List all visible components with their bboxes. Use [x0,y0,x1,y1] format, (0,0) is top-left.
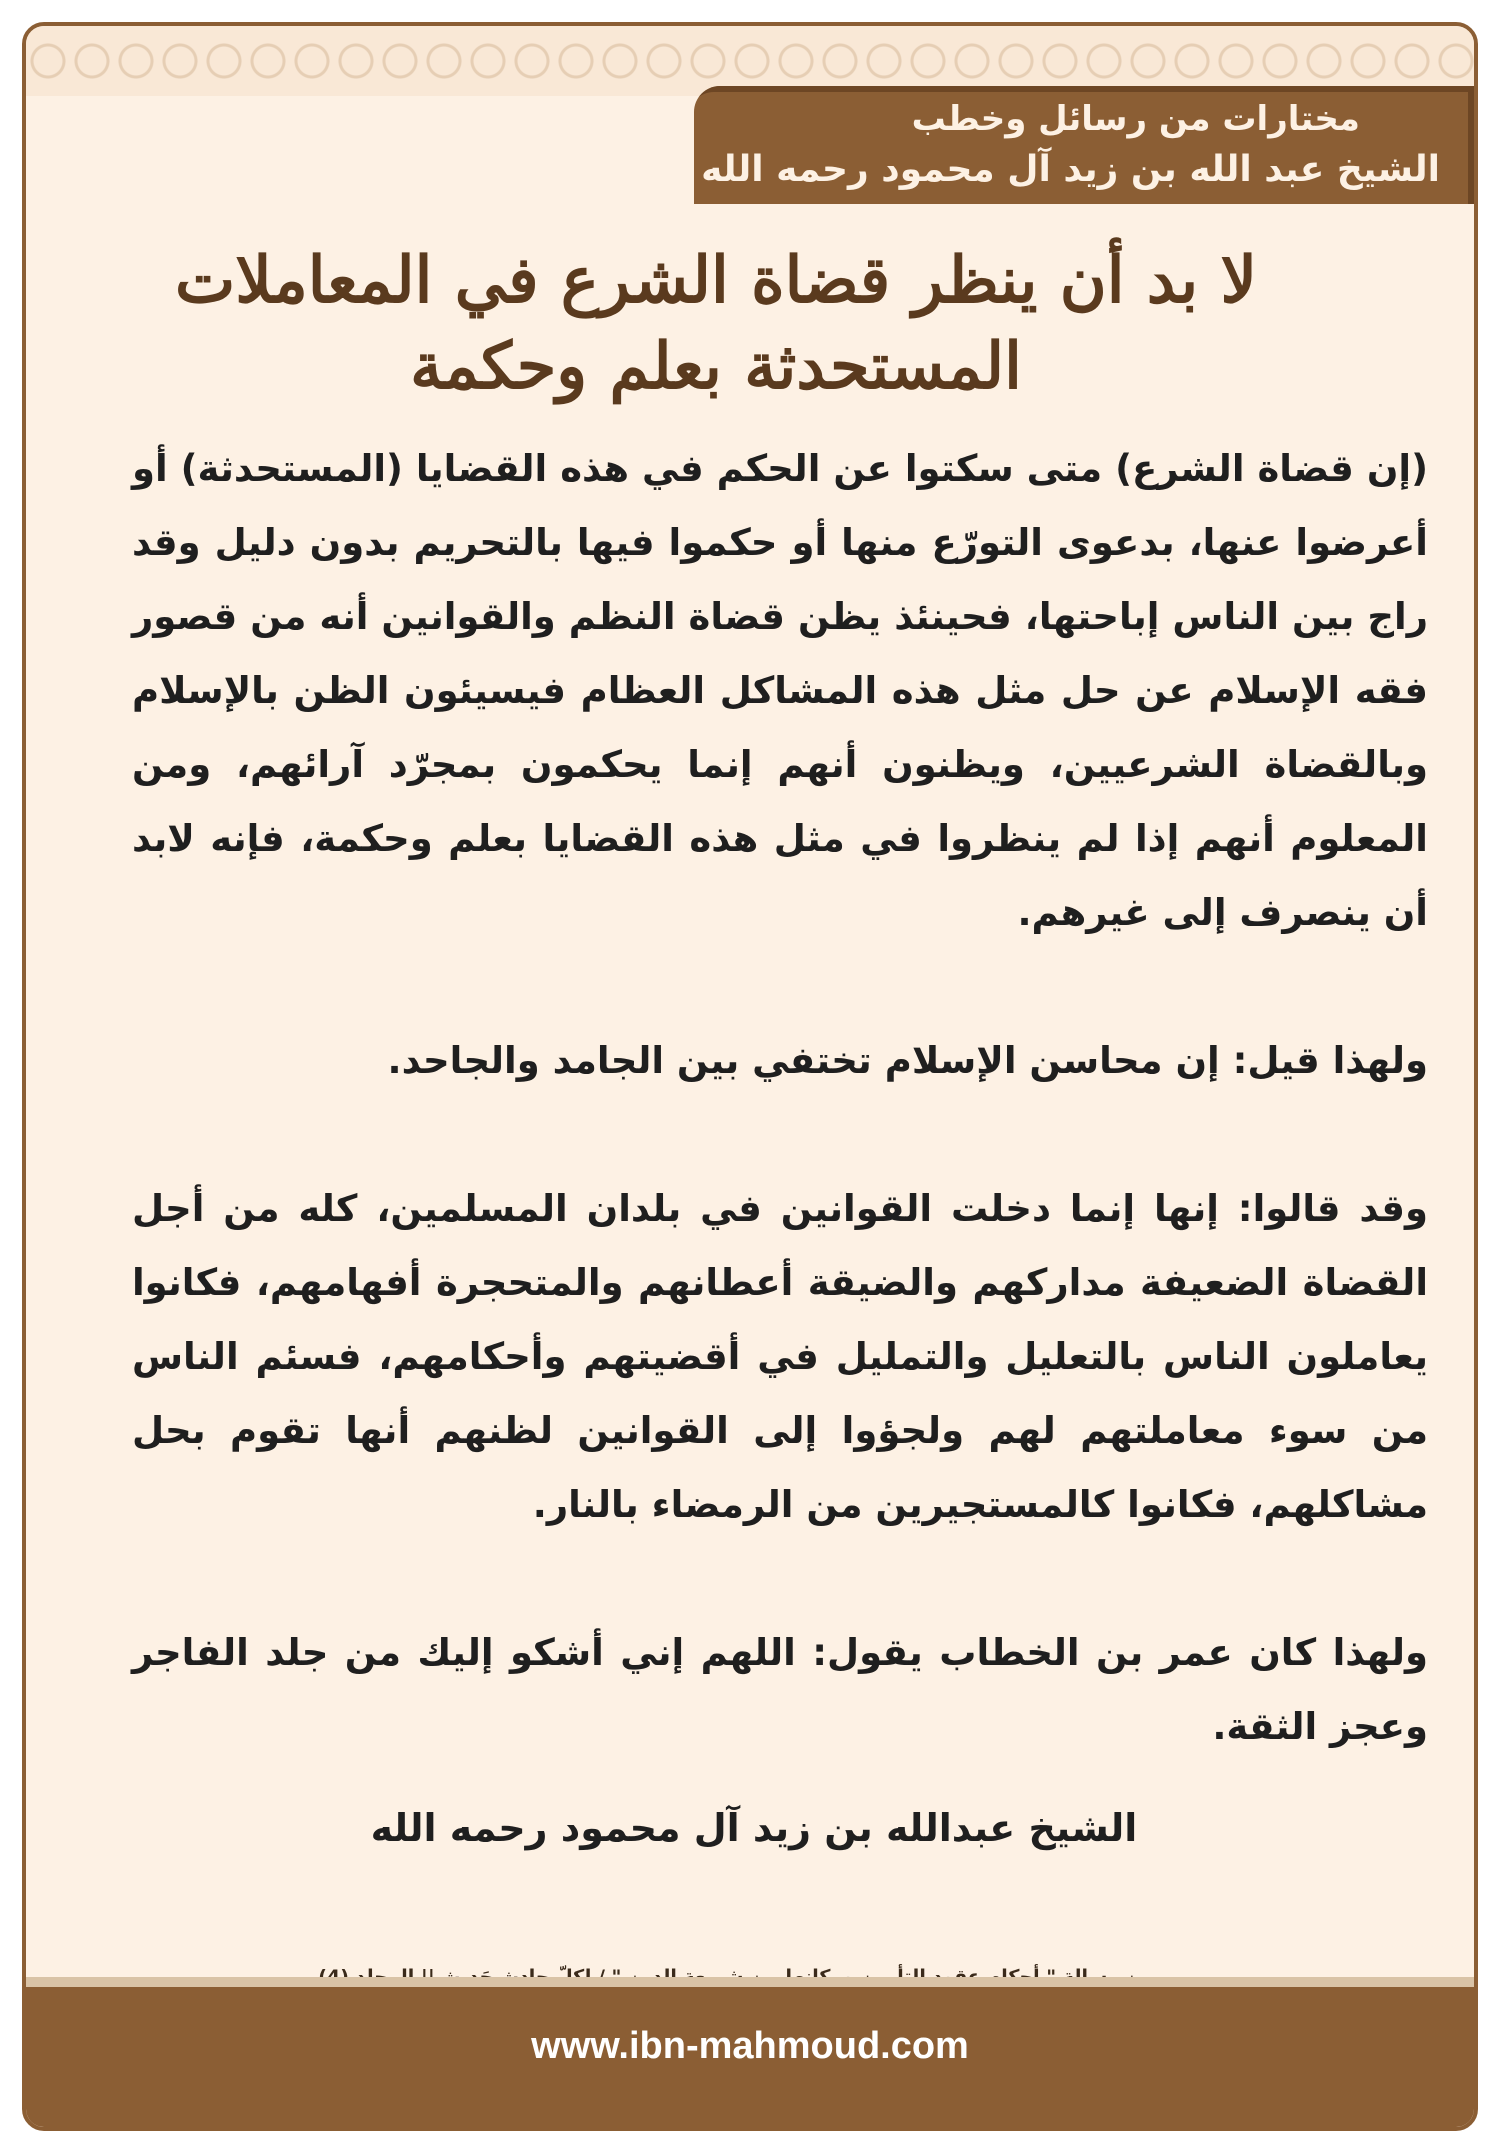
header-subtitle: مختارات من رسائل وخطب [911,99,1360,139]
article-body [132,432,1428,1764]
title-line-2: المستحدثة بعلم وحكمة [410,329,1022,404]
header-banner [694,86,1474,204]
paragraph-4: ولهذا كان عمر بن الخطاب يقول: اللهم إني أشكو إليك من جلد الفاجر وعجز الثقة. [132,1631,1428,1748]
header-author: الشيخ عبد الله بن زيد آل محمود رحمه الله [701,149,1440,190]
paragraph-2: ولهذا قيل: إن محاسن الإسلام تختفي بين الجامد والجاحد. [387,1039,1428,1082]
signature: الشيخ عبدالله بن زيد آل محمود رحمه الله [370,1806,1138,1850]
paragraph-3: وقد قالوا: إنها إنما دخلت القوانين في بلدان المسلمين، كله من أجل القضاة الضعيفة مداركهم والضيقة أعطانهم والمتحجرة أفهامهم، فكانوا يعاملون الناس بالتعليل والتمليل في أقضيتهم وأحكامهم، فسئم الناس من سوء معاملتهم لهم ولجؤوا إلى القوانين لظنهم أنها تقوم بحل مشاكلهم، فكانوا كالمستجيرين من الرمضاء بالنار. [132,1187,1428,1526]
website-link[interactable]: www.ibn-mahmoud.com [531,2025,969,2067]
article-title [116,240,1316,412]
title-line-1: لا بد أن ينظر قضاة الشرع في المعاملات [175,243,1257,318]
footer-bar [26,1977,1474,2127]
page-frame [22,22,1478,2131]
paragraph-1: (إن قضاة الشرع) متى سكتوا عن الحكم في هذه القضايا (المستحدثة) أو أعرضوا عنها، بدعوى التورّع منها أو حكموا فيها بالتحريم بدون دليل وقد راج بين الناس إباحتها، فحينئذ يظن قضاة النظم والقوانين أنه من قصور فقه الإسلام عن حل مثل هذه المشاكل العظام فيسيئون الظن بالإسلام وبالقضاة الشرعيين، ويظنون أنهم إنما يحكمون بمجرّد آرائهم، ومن المعلوم أنهم إذا لم ينظروا في مثل هذه القضايا بعلم وحكمة، فإنه لابد أن ينصرف إلى غيرهم. [132,447,1428,934]
